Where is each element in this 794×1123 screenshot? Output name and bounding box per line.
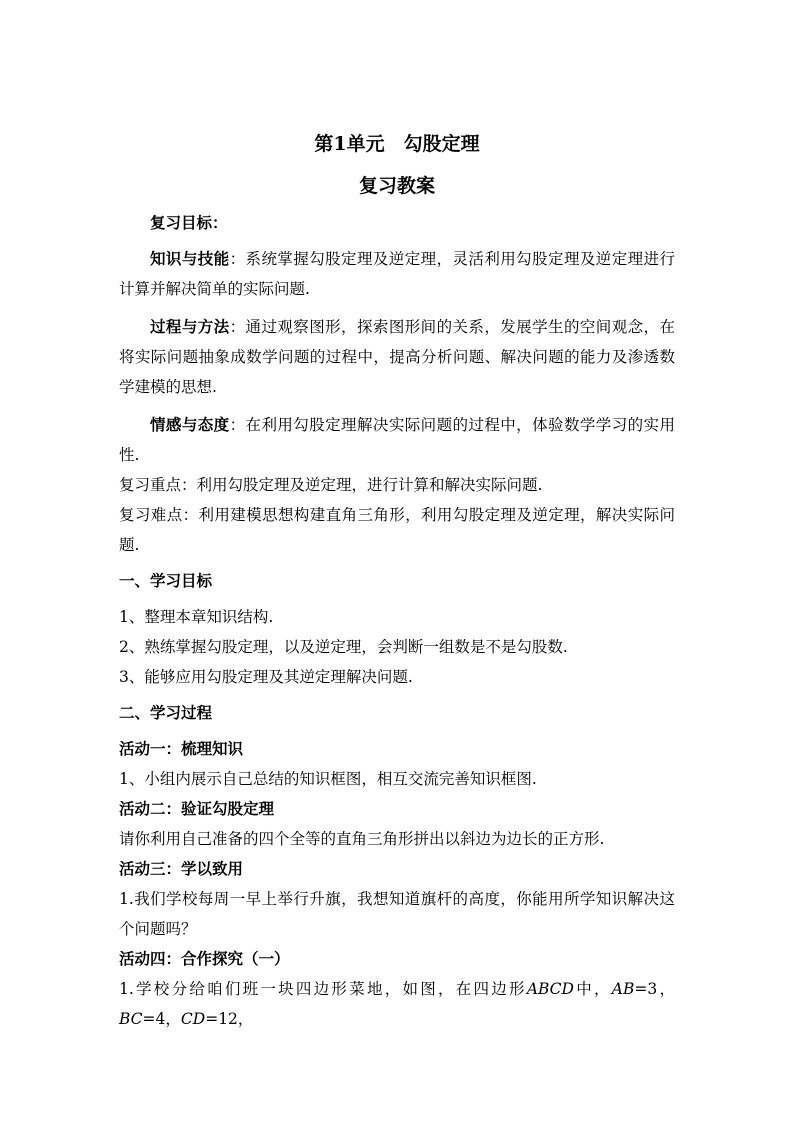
activity4-text-b: 中， — [573, 980, 612, 998]
cd-label: CD — [180, 1010, 206, 1028]
section2-heading: 二、学习过程 — [119, 703, 213, 722]
objectives-heading: 复习目标： — [150, 213, 228, 232]
shape-abcd: ABCD — [526, 980, 574, 998]
difficult-point: 复习难点：利用建模思想构建直角三角形，利用勾股定理及逆定理，解决实际问题. — [119, 506, 675, 554]
key-point: 复习重点：利用勾股定理及逆定理，进行计算和解决实际问题. — [119, 476, 543, 494]
activity2-text: 请你利用自己准备的四个全等的直角三角形拼出以斜边为边长的正方形. — [119, 830, 605, 848]
document-subtitle: 复习教案 — [358, 175, 435, 197]
activity2-heading: 活动二：验证勾股定理 — [119, 799, 275, 818]
knowledge-text: ：系统掌握勾股定理及逆定理，灵活利用勾股定理及逆定理进行计算并解决简单的实际问题. — [119, 250, 675, 298]
ab-value: =3， — [634, 980, 675, 998]
cd-value: =12， — [205, 1010, 254, 1028]
activity4-heading: 活动四：合作探究（一） — [119, 949, 290, 968]
objective-process — [119, 312, 675, 402]
section1-heading: 一、学习目标 — [119, 571, 213, 590]
section1-item-1: 1、整理本章知识结构. — [119, 608, 274, 626]
knowledge-label: 知识与技能 — [150, 249, 230, 268]
activity4-text-a: 1.学校分给咱们班一块四边形菜地，如图，在四边形 — [119, 980, 527, 998]
bc-label: BC — [119, 1010, 143, 1028]
document-body — [119, 126, 675, 1034]
attitude-label: 情感与态度 — [150, 415, 230, 434]
activity3-text: 1.我们学校每周一早上举行升旗，我想知道旗杆的高度，你能用所学知识解决这个问题吗？ — [119, 890, 675, 938]
bc-value: =4， — [142, 1010, 181, 1028]
process-label: 过程与方法 — [150, 317, 230, 336]
ab-label: AB — [611, 980, 635, 998]
section1-item-3: 3、能够应用勾股定理及其逆定理解决问题. — [119, 668, 413, 686]
document-title: 第1单元 勾股定理 — [314, 133, 480, 155]
attitude-text: ：在利用勾股定理解决实际问题的过程中，体验数学学习的实用性. — [119, 416, 675, 464]
activity3-heading: 活动三：学以致用 — [119, 859, 244, 878]
activity4-text — [119, 974, 675, 1034]
activity1-heading: 活动一：梳理知识 — [119, 739, 244, 758]
activity1-text: 1、小组内展示自己总结的知识框图，相互交流完善知识框图. — [119, 770, 537, 788]
objective-attitude — [119, 410, 675, 470]
process-text: ：通过观察图形，探索图形间的关系，发展学生的空间观念，在将实际问题抽象成数学问题的过程中，提高分析问题、解决问题的能力及渗透数学建模的思想. — [119, 318, 675, 396]
objective-knowledge — [119, 244, 675, 304]
section1-item-2: 2、熟练掌握勾股定理，以及逆定理，会判断一组数是不是勾股数. — [119, 638, 568, 656]
